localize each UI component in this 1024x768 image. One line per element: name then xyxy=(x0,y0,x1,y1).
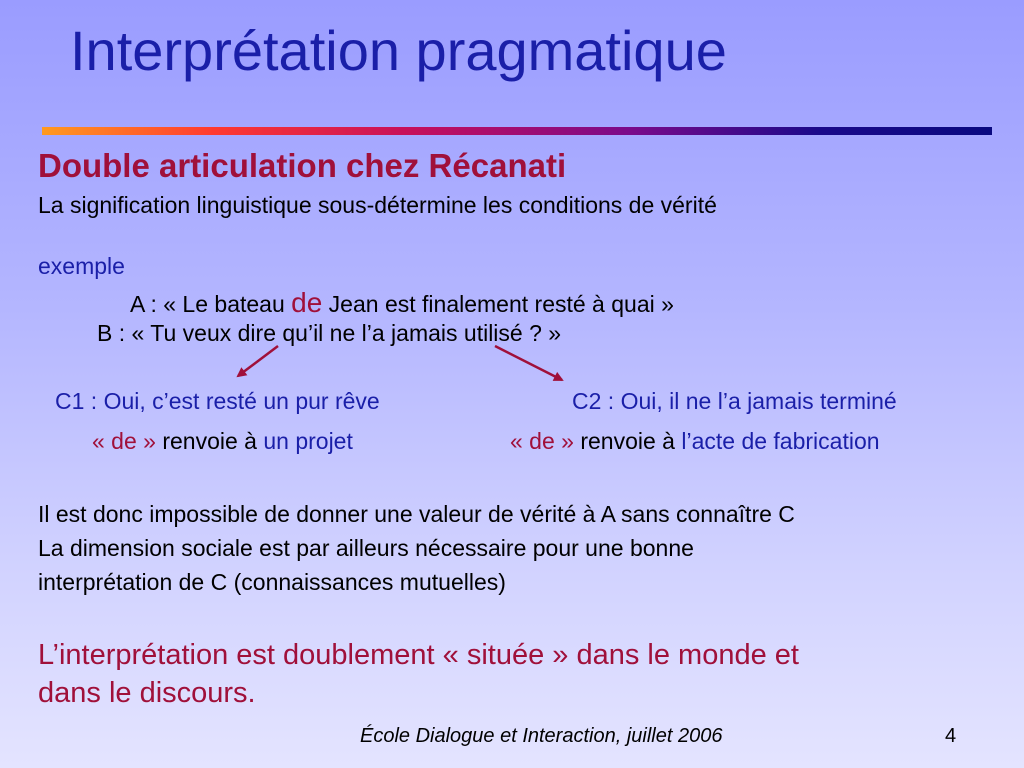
body-paragraph xyxy=(38,497,795,599)
conclusion-line: dans le discours. xyxy=(38,677,256,709)
sentence-a-suffix: Jean est finalement resté à quai » xyxy=(322,291,674,317)
reply-c2: C2 : Oui, il ne l’a jamais terminé xyxy=(572,388,897,414)
reading-1-target: un projet xyxy=(263,428,353,454)
arrow-right xyxy=(495,346,562,380)
footer-text: École Dialogue et Interaction, juillet 2006 xyxy=(360,725,723,747)
paragraph-line: La dimension sociale est par ailleurs nécessaire pour une bonne xyxy=(38,535,694,561)
paragraph-line: Il est donc impossible de donner une valeur de vérité à A sans connaître C xyxy=(38,501,795,527)
reading-1-term: « de » xyxy=(92,428,156,454)
reading-2-term: « de » xyxy=(510,428,574,454)
intro-line: La signification linguistique sous-détermine les conditions de vérité xyxy=(38,192,717,218)
page-number: 4 xyxy=(945,725,957,747)
arrow-left xyxy=(238,346,278,376)
sentence-b: B : « Tu veux dire qu’il ne l’a jamais utilisé ? » xyxy=(97,320,562,346)
reading-1 xyxy=(92,428,353,455)
subheading: Double articulation chez Récanati xyxy=(38,147,567,184)
reading-2-middle: renvoie à xyxy=(573,428,682,454)
conclusion-line: L’interprétation est doublement « située » dans le monde et xyxy=(38,639,799,671)
reading-2 xyxy=(510,428,880,455)
example-label: exemple xyxy=(38,253,125,279)
conclusion xyxy=(38,636,799,712)
reply-c1: C1 : Oui, c’est resté un pur rêve xyxy=(55,388,380,414)
paragraph-line: interprétation de C (connaissances mutuelles) xyxy=(38,569,506,595)
sentence-a-prefix: A : « Le bateau xyxy=(130,291,292,317)
slide-title: Interprétation pragmatique xyxy=(70,19,727,82)
reading-2-target: l’acte de fabrication xyxy=(681,428,880,454)
reading-1-middle: renvoie à xyxy=(155,428,264,454)
sentence-a-highlight: de xyxy=(291,287,323,318)
